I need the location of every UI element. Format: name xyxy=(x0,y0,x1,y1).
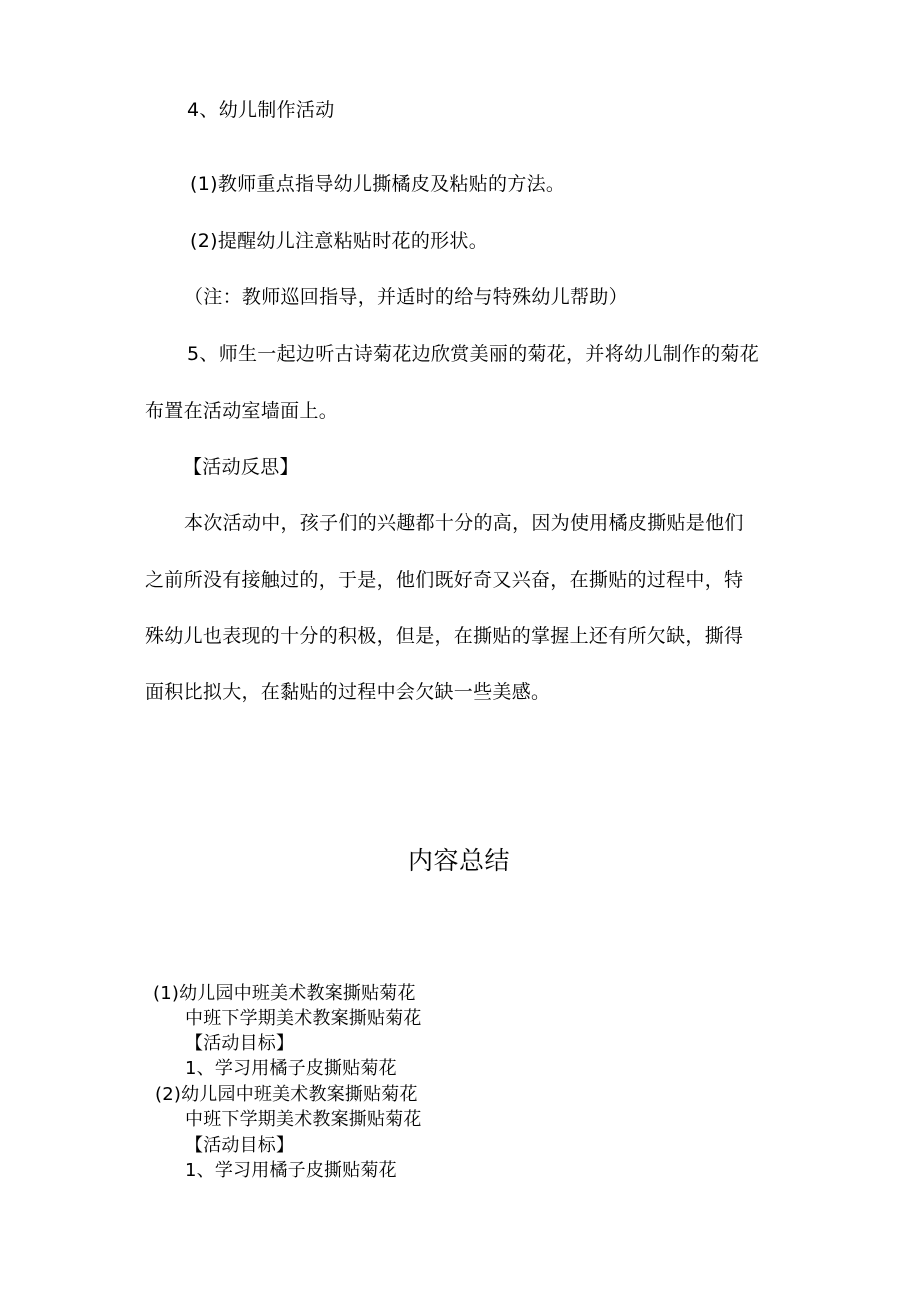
step-1-text: (1)教师重点指导幼儿撕橘皮及粘贴的方法。 xyxy=(190,173,566,195)
reflection-line-1: 本次活动中，孩子们的兴趣都十分的高，因为使用橘皮撕贴是他们 xyxy=(184,512,744,534)
summary-item-2-heading: 【活动目标】 xyxy=(185,1135,295,1156)
section-4-heading: 4、幼儿制作活动 xyxy=(187,99,335,121)
summary-title: 内容总结 xyxy=(408,846,511,875)
teacher-note: （注：教师巡回指导，并适时的给与特殊幼儿帮助） xyxy=(184,286,628,308)
summary-item-2-goal: 1、学习用橘子皮撕贴菊花 xyxy=(185,1160,397,1181)
reflection-line-3: 殊幼儿也表现的十分的积极，但是，在撕贴的掌握上还有所欠缺，撕得 xyxy=(145,625,744,647)
section-5-line-2: 布置在活动室墙面上。 xyxy=(145,400,339,422)
summary-item-1-goal: 1、学习用橘子皮撕贴菊花 xyxy=(185,1058,397,1079)
section-5-line-1: 5、师生一起边听古诗菊花边欣赏美丽的菊花，并将幼儿制作的菊花 xyxy=(187,343,760,365)
reflection-heading: 【活动反思】 xyxy=(183,456,299,478)
summary-item-2-sub: 中班下学期美术教案撕贴菊花 xyxy=(185,1109,422,1130)
step-2-text: (2)提醒幼儿注意粘贴时花的形状。 xyxy=(190,230,489,252)
summary-item-1-sub: 中班下学期美术教案撕贴菊花 xyxy=(185,1008,422,1029)
summary-item-2-head: (2)幼儿园中班美术教案撕贴菊花 xyxy=(155,1084,418,1105)
summary-item-1-head: (1)幼儿园中班美术教案撕贴菊花 xyxy=(153,983,416,1004)
summary-item-1-heading: 【活动目标】 xyxy=(185,1033,295,1054)
reflection-line-2: 之前所没有接触过的，于是，他们既好奇又兴奋，在撕贴的过程中，特 xyxy=(145,569,744,591)
reflection-line-4: 面积比拟大，在黏贴的过程中会欠缺一些美感。 xyxy=(145,681,551,703)
